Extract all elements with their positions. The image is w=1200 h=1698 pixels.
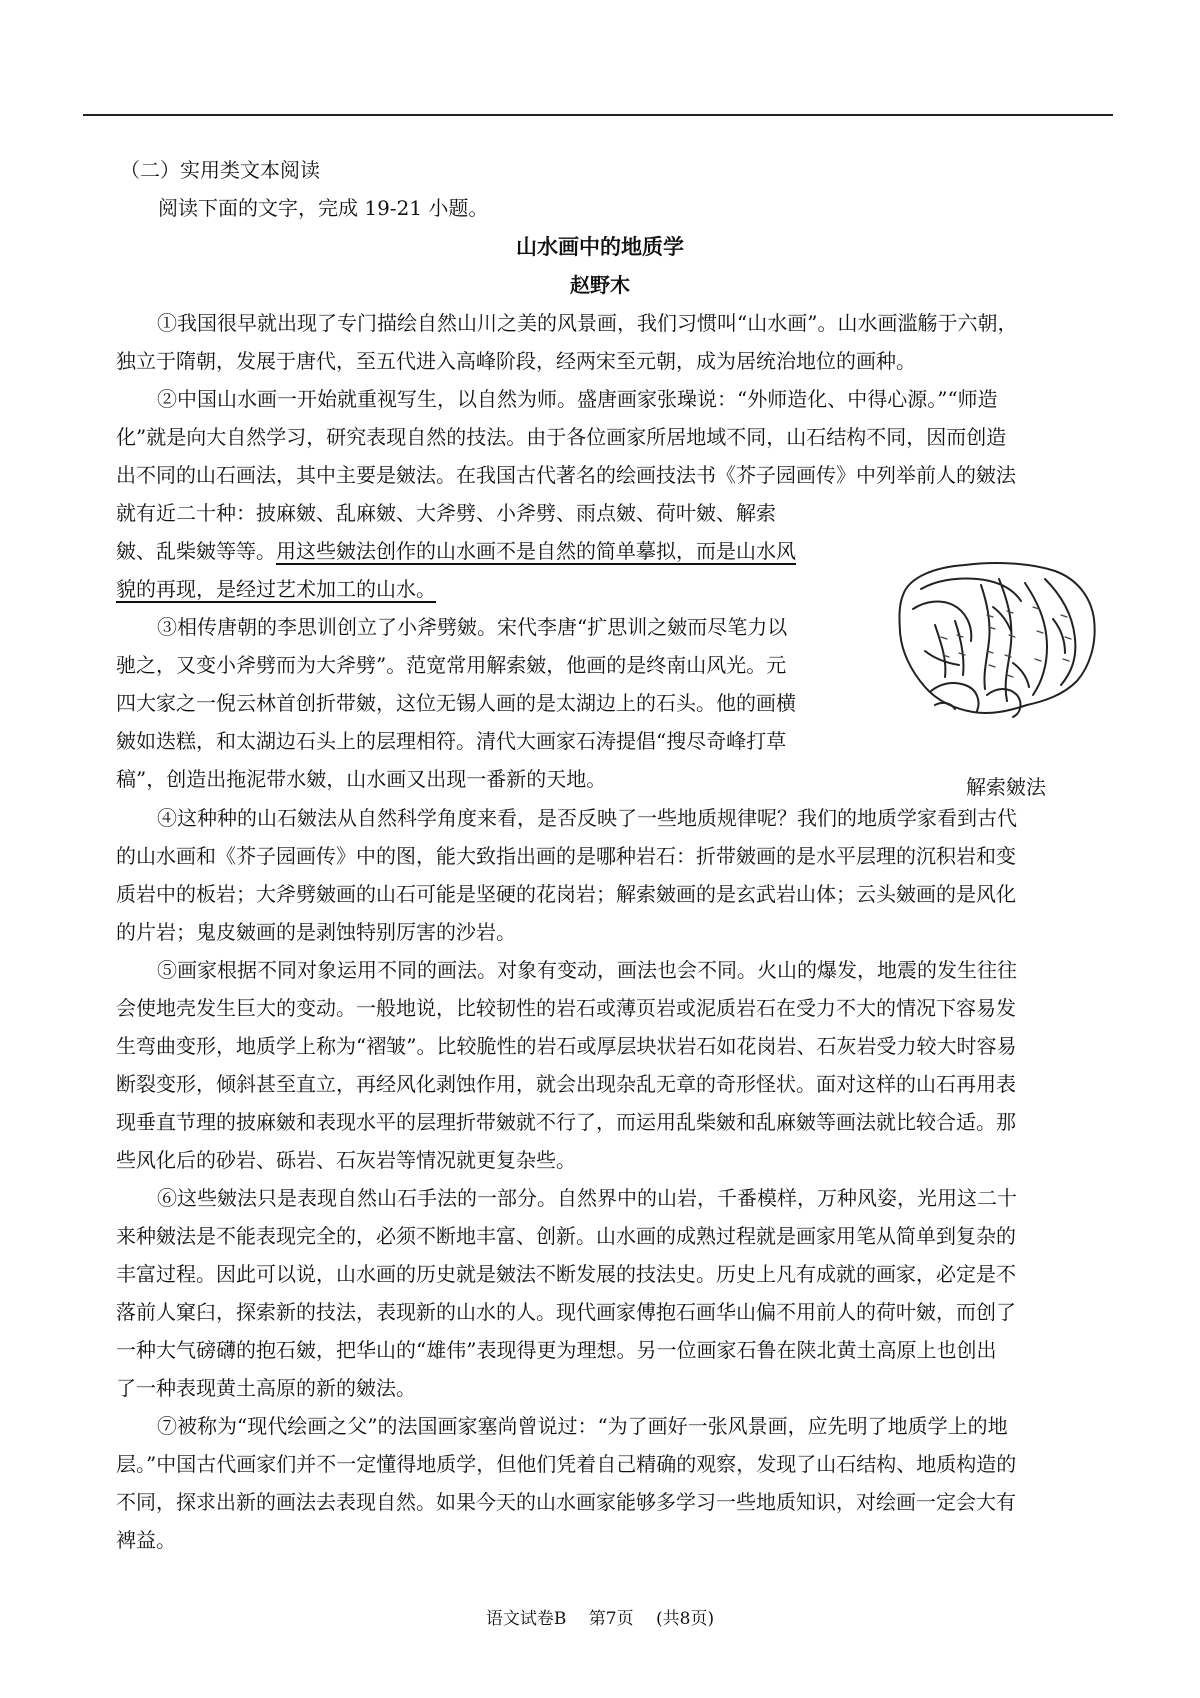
text-line: 一种大气磅礴的抱石皴，把华山的“雄伟”表现得更为理想。另一位画家石鲁在陕北黄土高原上也创出 xyxy=(116,1338,997,1362)
text-line: 不同，探求出新的画法去表现自然。如果今天的山水画家能够多学习一些地质知识，对绘画一定会大有 xyxy=(116,1490,1016,1514)
figure-caption: 解索皴法 xyxy=(966,775,1046,799)
text-line: ⑥这些皴法只是表现自然山石手法的一部分。自然界中的山岩，千番模样，万种风姿，光用这二十 xyxy=(157,1186,1017,1210)
text-line: 的山水画和《芥子园画传》中的图，能大致指出画的是哪种岩石：折带皴画的是水平层理的沉积岩和变 xyxy=(116,844,1016,868)
text-line: ⑤画家根据不同对象运用不同的画法。对象有变动，画法也会不同。火山的爆发，地震的发生往往 xyxy=(157,958,1017,982)
text-line: 落前人窠臼，探索新的技法，表现新的山水的人。现代画家傅抱石画华山偏不用前人的荷叶皴，而创了 xyxy=(116,1300,1016,1324)
instruction: 阅读下面的文字，完成 19-21 小题。 xyxy=(158,196,489,220)
text-line: 了一种表现黄土高原的新的皴法。 xyxy=(116,1376,416,1400)
text-line: 些风化后的砂岩、砾岩、石灰岩等情况就更复杂些。 xyxy=(116,1148,576,1172)
text-line: 驰之，又变小斧劈而为大斧劈”。范宽常用解索皴，他画的是终南山风光。元 xyxy=(116,653,787,677)
text-line: 的片岩；鬼皮皴画的是剥蚀特别厉害的沙岩。 xyxy=(116,920,516,944)
text-line: 现垂直节理的披麻皴和表现水平的层理折带皴就不行了，而运用乱柴皴和乱麻皴等画法就比较合适。那 xyxy=(116,1110,1016,1134)
text-line: 丰富过程。因此可以说，山水画的历史就是皴法不断发展的技法史。历史上凡有成就的画家，必定是不 xyxy=(116,1262,1016,1286)
underlined-sentence: 貌的再现，是经过艺术加工的山水。 xyxy=(116,577,436,601)
text-segment: 皴、乱柴皴等等。 xyxy=(116,539,276,563)
rock-illustration-icon xyxy=(895,555,1100,730)
text-line: 来种皴法是不能表现完全的，必须不断地丰富、创新。山水画的成熟过程就是画家用笔从简单到复杂的 xyxy=(116,1224,1016,1248)
text-line: 出不同的山石画法，其中主要是皴法。在我国古代著名的绘画技法书《芥子园画传》中列举前人的皴法 xyxy=(116,463,1016,487)
text-line: 层。”中国古代画家们并不一定懂得地质学，但他们凭着自己精确的观察，发现了山石结构、地质构造的 xyxy=(116,1452,1017,1476)
text-line: 稿”，创造出拖泥带水皴，山水画又出现一番新的天地。 xyxy=(116,767,607,791)
section-heading: （二）实用类文本阅读 xyxy=(120,158,320,182)
text-line: 裨益。 xyxy=(116,1528,176,1552)
text-line: 断裂变形，倾斜甚至直立，再经风化剥蚀作用，就会出现杂乱无章的奇形怪状。面对这样的山石再用表 xyxy=(116,1072,1016,1096)
underlined-sentence: 用这些皴法创作的山水画不是自然的简单摹拟，而是山水风 xyxy=(276,539,796,563)
text-line: 生弯曲变形，地质学上称为“褶皱”。比较脆性的岩石或厚层块状岩石如花岗岩、石灰岩受力较大时容易 xyxy=(116,1034,1017,1058)
top-rule xyxy=(83,114,1113,116)
text-line: ⑦被称为“现代绘画之父”的法国画家塞尚曾说过：“为了画好一张风景画，应先明了地质学上的地 xyxy=(157,1414,1008,1438)
text-line: ③相传唐朝的李思训创立了小斧劈皴。宋代李唐“扩思训之皴而尽笔力以 xyxy=(157,615,788,639)
text-line: 会使地壳发生巨大的变动。一般地说，比较韧性的岩石或薄页岩或泥质岩石在受力不大的情况下容易发 xyxy=(116,996,1016,1020)
text-line: 就有近二十种：披麻皴、乱麻皴、大斧劈、小斧劈、雨点皴、荷叶皴、解索 xyxy=(116,501,776,525)
text-line: 皴如迭糕，和太湖边石头上的层理相符。清代大画家石涛提倡“搜尽奇峰打草 xyxy=(116,729,787,753)
text-line: 化”就是向大自然学习，研究表现自然的技法。由于各位画家所居地域不同，山石结构不同，因而创造 xyxy=(116,425,1007,449)
text-line: ①我国很早就出现了专门描绘自然山川之美的风景画，我们习惯叫“山水画”。山水画滥觞于六朝， xyxy=(157,311,1018,335)
article-author: 赵野木 xyxy=(570,273,630,297)
text-line: 独立于隋朝，发展于唐代，至五代进入高峰阶段，经两宋至元朝，成为居统治地位的画种。 xyxy=(116,349,916,373)
page-footer: 语文试卷B 第7页 (共8页) xyxy=(485,1609,715,1629)
article-title: 山水画中的地质学 xyxy=(516,234,684,259)
text-line: 质岩中的板岩；大斧劈皴画的山石可能是坚硬的花岗岩；解索皴画的是玄武岩山体；云头皴画的是风化 xyxy=(116,882,1016,906)
text-line: 四大家之一倪云林首创折带皴，这位无锡人画的是太湖边上的石头。他的画横 xyxy=(116,691,796,715)
text-line: ②中国山水画一开始就重视写生，以自然为师。盛唐画家张璪说：“外师造化、中得心源。”“师造 xyxy=(157,387,998,411)
text-line xyxy=(116,536,796,566)
text-line: ④这种种的山石皴法从自然科学角度来看，是否反映了一些地质规律呢？我们的地质学家看到古代 xyxy=(157,806,1017,830)
